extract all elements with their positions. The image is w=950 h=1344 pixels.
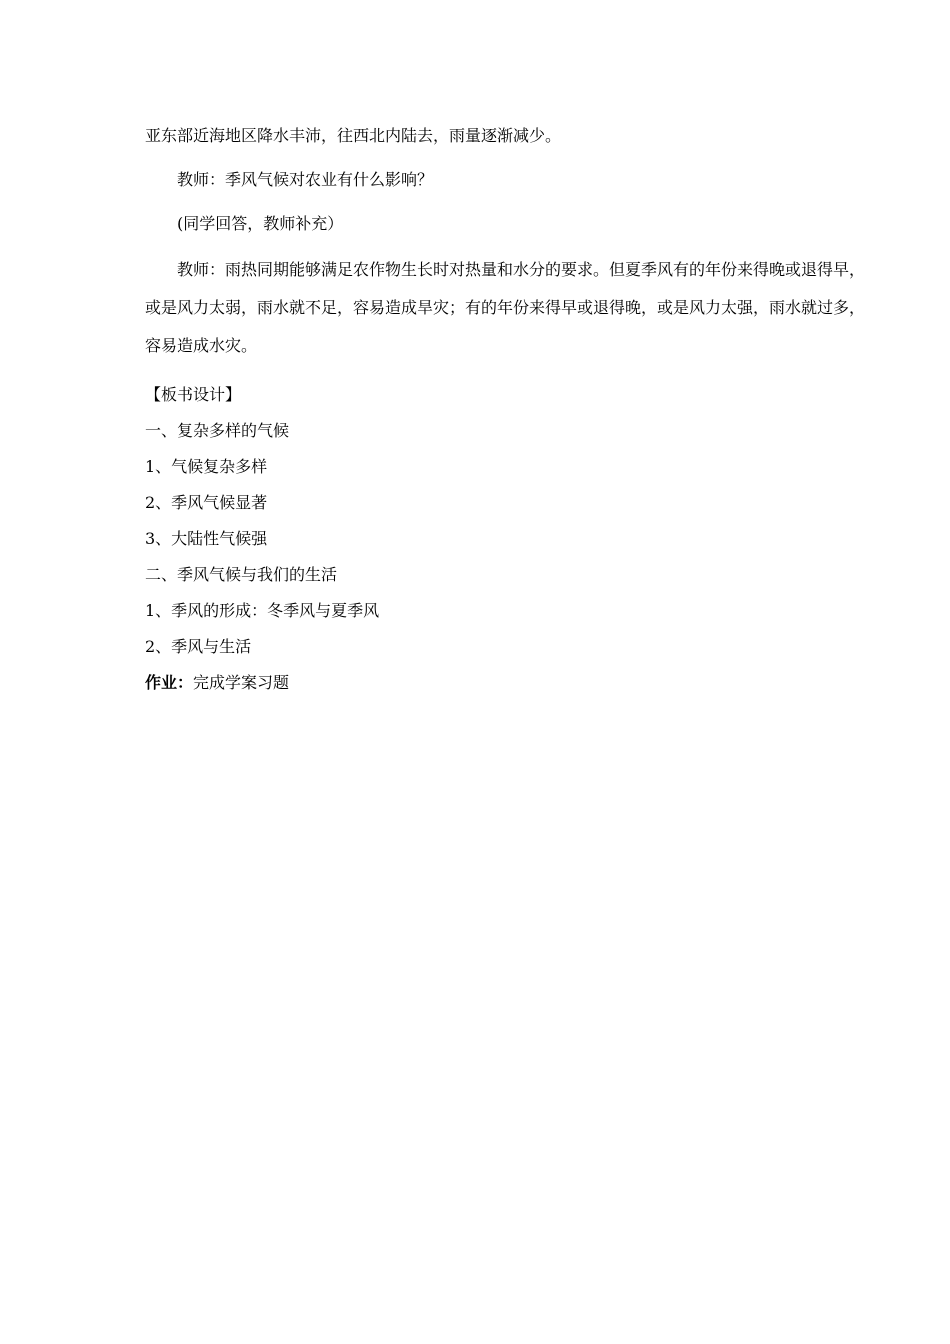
- board-design-heading: 【板书设计】: [145, 385, 242, 404]
- section2-item: 2、季风与生活: [145, 637, 252, 656]
- homework-line: [145, 665, 865, 701]
- section1-item: 2、季风气候显著: [145, 493, 268, 512]
- teacher-explanation: 教师：雨热同期能够满足农作物生长时对热量和水分的要求。但夏季风有的年份来得晚或退得早，或是风力太弱，雨水就不足，容易造成旱灾；有的年份来得早或退得晚，或是风力太强，雨水就过多，容易造成水灾。: [145, 260, 866, 355]
- homework-content: 完成学案习题: [193, 673, 290, 692]
- section1-item: 1、气候复杂多样: [145, 457, 268, 476]
- section2-item: 1、季风的形成：冬季风与夏季风: [145, 601, 380, 620]
- section1-item: 3、大陆性气候强: [145, 529, 268, 548]
- student-answer: (同学回答，教师补充）: [177, 214, 344, 233]
- section1-title: 一、复杂多样的气候: [145, 421, 290, 440]
- teacher-question: 教师：季风气候对农业有什么影响？: [177, 170, 434, 189]
- continued-paragraph: 亚东部近海地区降水丰沛，往西北内陆去，雨量逐渐减少。: [145, 126, 562, 145]
- section2-title: 二、季风气候与我们的生活: [145, 565, 338, 584]
- board-design: [145, 377, 865, 701]
- homework-label: 作业：: [145, 673, 194, 692]
